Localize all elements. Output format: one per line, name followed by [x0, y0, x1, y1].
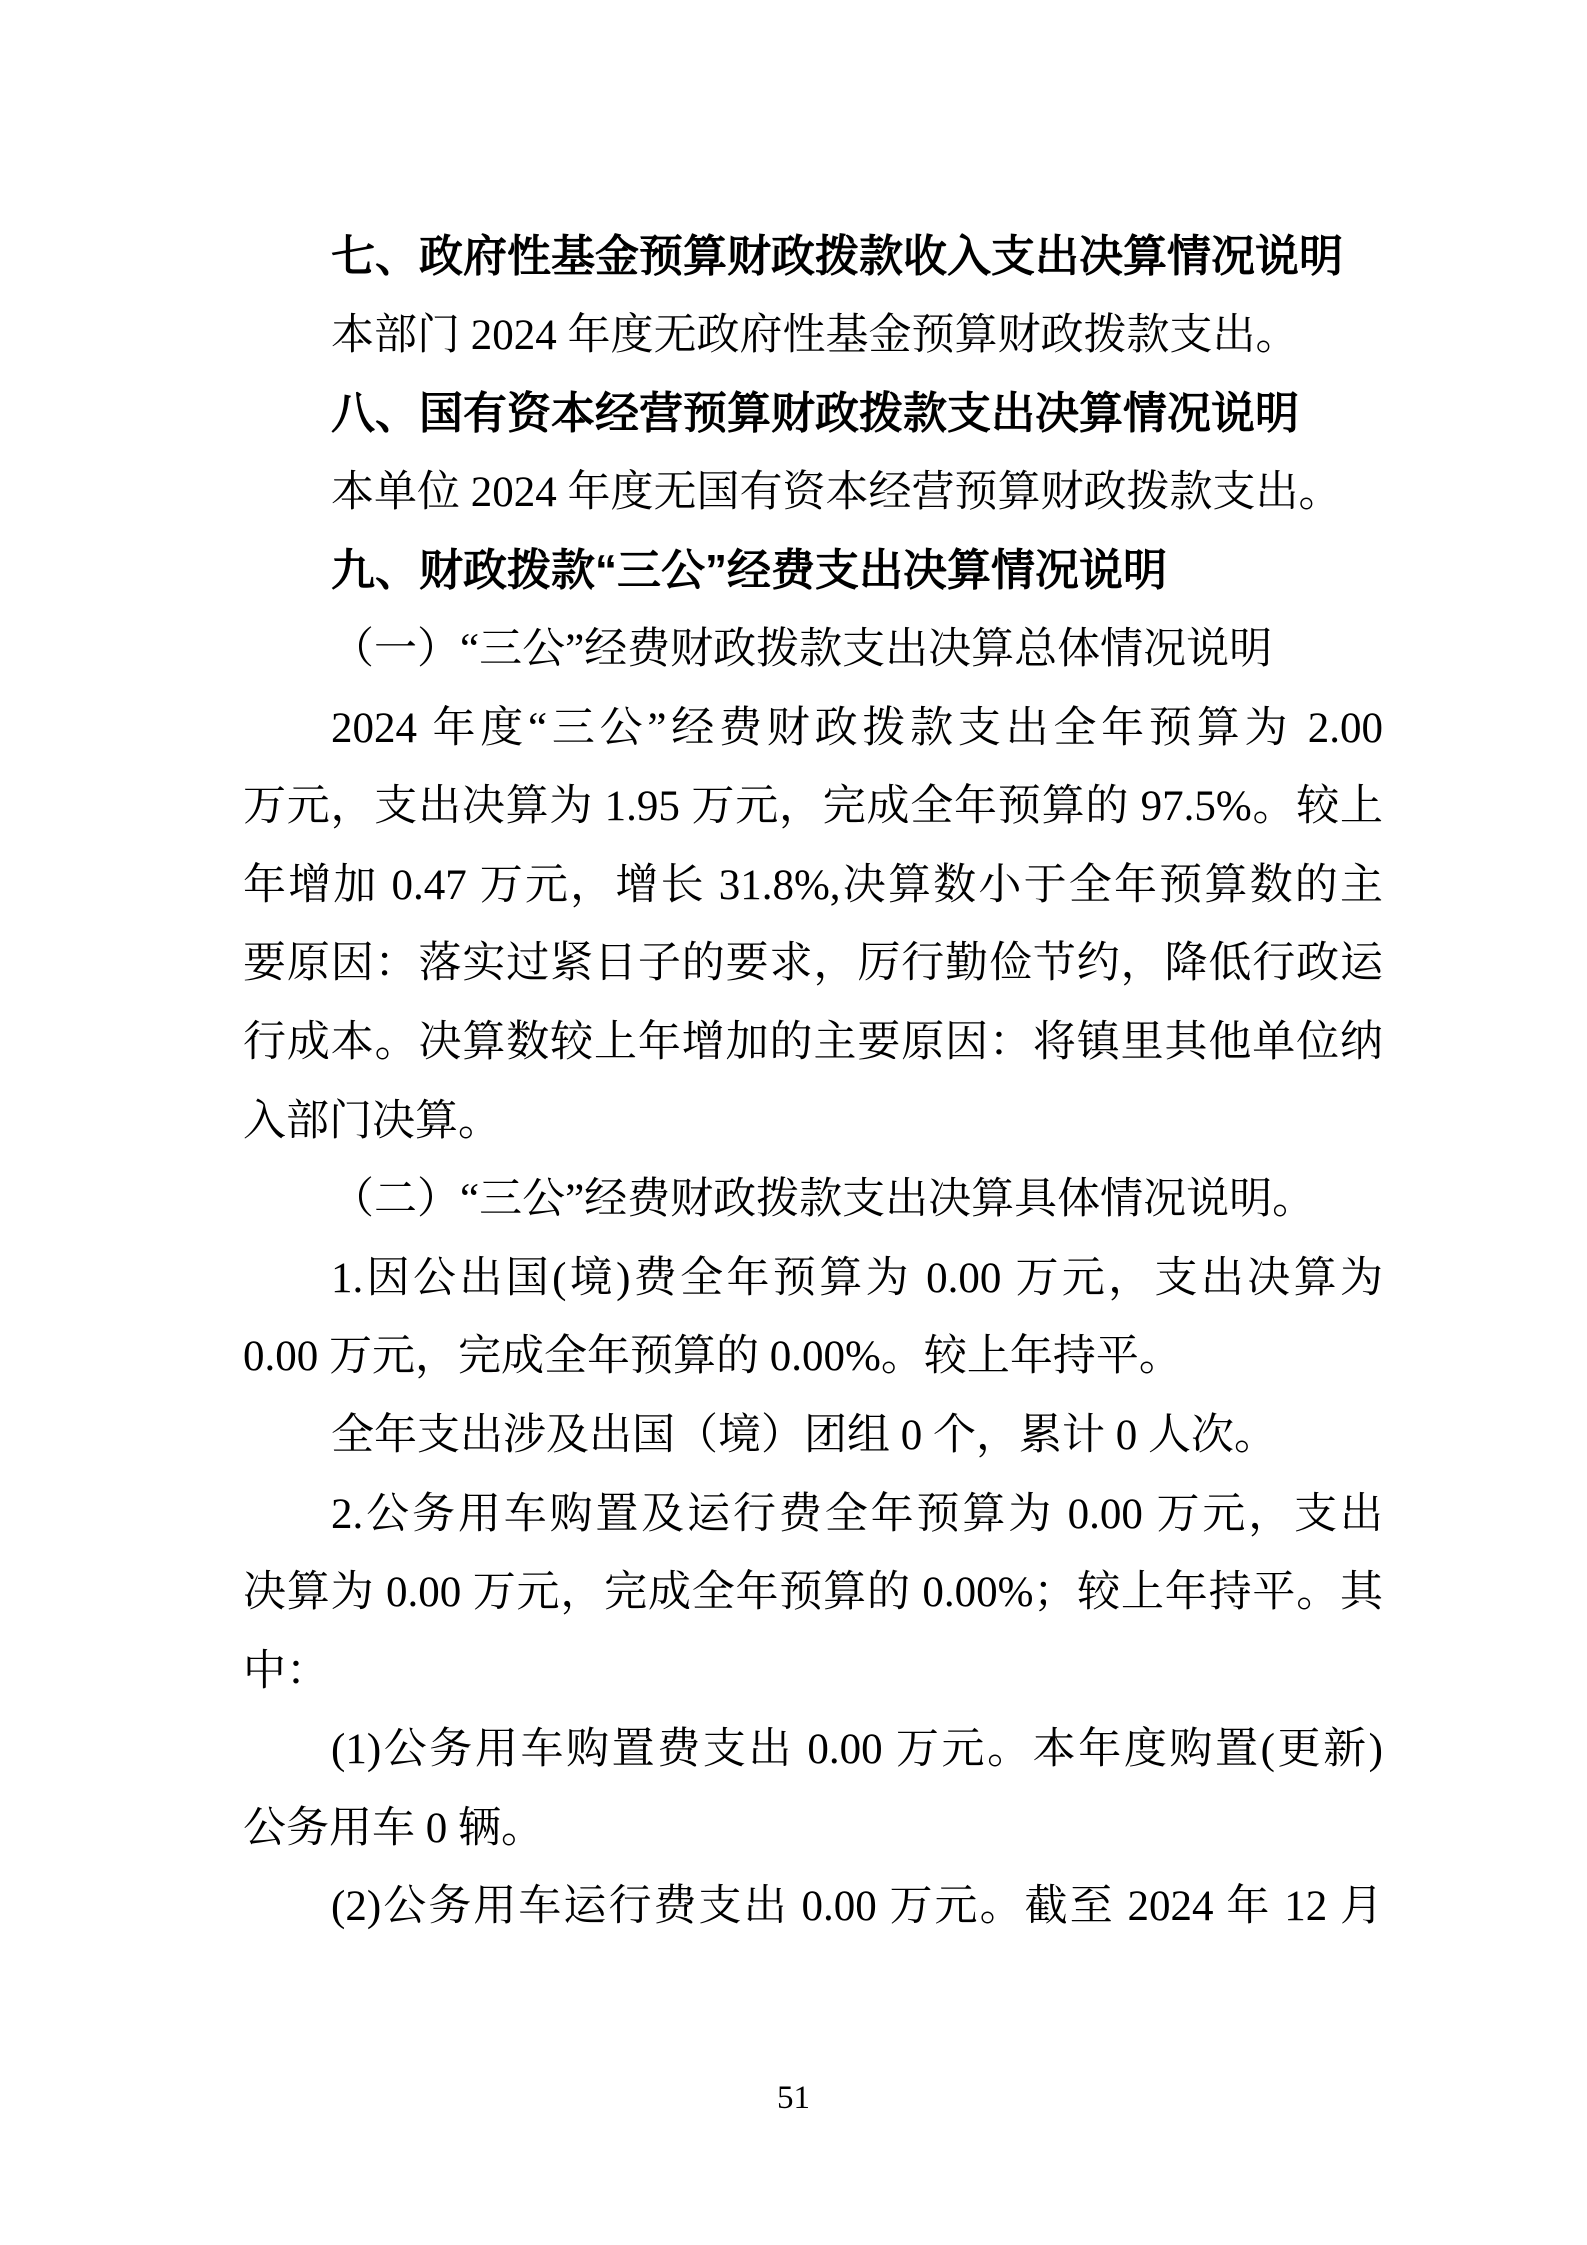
paragraph-line: 公务用车 0 辆。 [243, 1804, 544, 1852]
paragraph-line: 0.00 万元，完成全年预算的 0.00%。较上年持平。 [243, 1333, 1182, 1381]
section-heading: 八、国有资本经营预算财政拨款支出决算情况说明 [331, 389, 1299, 439]
paragraph-line: 入部门决算。 [243, 1097, 501, 1145]
paragraph-line: 万元，支出决算为 1.95 万元，完成全年预算的 97.5%。较上 [243, 783, 1383, 831]
paragraph-line: 要原因：落实过紧日子的要求，厉行勤俭节约，降低行政运 [243, 940, 1383, 988]
paragraph-line: 本单位 2024 年度无国有资本经营预算财政拨款支出。 [331, 468, 1342, 516]
paragraph-line: 2024 年度“三公”经费财政拨款支出全年预算为 2.00 [331, 704, 1383, 752]
paragraph-line: 决算为 0.00 万元，完成全年预算的 0.00%；较上年持平。其 [243, 1569, 1383, 1617]
document-text-block [243, 218, 1383, 1947]
page-number: 51 [777, 2080, 810, 2116]
paragraph-line: 全年支出涉及出国（境）团组 0 个，累计 0 人次。 [331, 1411, 1277, 1459]
paragraph-line: （二）“三公”经费财政拨款支出决算具体情况说明。 [331, 1176, 1316, 1224]
paragraph-line: 行成本。决算数较上年增加的主要原因：将镇里其他单位纳 [243, 1018, 1383, 1066]
paragraph-line: （一）“三公”经费财政拨款支出决算总体情况说明 [331, 625, 1273, 673]
paragraph-line: (1)公务用车购置费支出 0.00 万元。本年度购置(更新) [331, 1726, 1383, 1774]
paragraph-line: 年增加 0.47 万元，增长 31.8%,决算数小于全年预算数的主 [243, 861, 1383, 909]
paragraph-line: 1.因公出国(境)费全年预算为 0.00 万元，支出决算为 [331, 1254, 1383, 1302]
paragraph-line: 2.公务用车购置及运行费全年预算为 0.00 万元，支出 [331, 1490, 1383, 1538]
paragraph-line: 中： [243, 1647, 329, 1695]
paragraph-line: 本部门 2024 年度无政府性基金预算财政拨款支出。 [331, 311, 1299, 359]
paragraph-line: (2)公务用车运行费支出 0.00 万元。截至 2024 年 12 月 [331, 1883, 1383, 1931]
section-heading: 七、政府性基金预算财政拨款收入支出决算情况说明 [331, 232, 1343, 281]
section-heading: 九、财政拨款“三公”经费支出决算情况说明 [331, 546, 1167, 596]
